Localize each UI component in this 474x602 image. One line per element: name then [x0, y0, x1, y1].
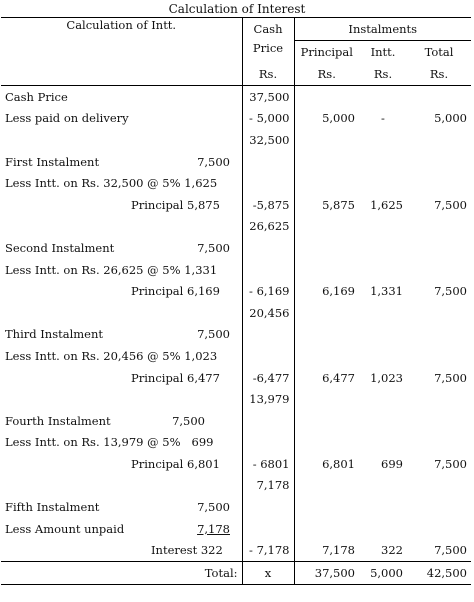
- principal-amount: 5,875: [187, 197, 220, 212]
- total-value: 7,500: [434, 456, 467, 471]
- header-row-2: [1, 41, 471, 64]
- header-total: Total: [424, 45, 454, 59]
- less-interest-label: Less Intt. on Rs. 26,625 @ 5%: [5, 262, 181, 277]
- totals-label: Total:: [1, 562, 242, 585]
- cash-value: - 5,000: [242, 108, 294, 130]
- less-interest-label: Less Intt. on Rs. 13,979 @ 5%: [5, 435, 181, 450]
- cash-balance: 26,625: [242, 216, 294, 238]
- header-row-1: [1, 18, 471, 41]
- instalment-label: Third Instalment: [5, 327, 104, 342]
- table-row: [1, 194, 471, 216]
- principal-value: 5,875: [322, 197, 355, 212]
- principal-label: Principal: [131, 456, 184, 471]
- cash-value: 37,500: [242, 86, 294, 108]
- principal-amount: 6,169: [187, 284, 220, 299]
- header-rs-cash: Rs.: [242, 63, 294, 86]
- table-row: [1, 432, 471, 454]
- principal-value: 5,000: [322, 111, 355, 126]
- intt-value: -: [381, 111, 385, 126]
- cash-value: - 6801: [242, 453, 294, 475]
- intt-value: 1,023: [370, 370, 403, 385]
- table-row: [1, 259, 471, 281]
- interest-amount: 322: [200, 543, 223, 558]
- header-price: Price: [242, 41, 294, 64]
- header-rs-total: Rs.: [407, 63, 471, 86]
- instalment-amount: 7,500: [197, 500, 230, 515]
- intt-value: 1,625: [370, 197, 403, 212]
- table-row: [1, 475, 471, 497]
- cash-balance: 32,500: [242, 129, 294, 151]
- less-interest-label: Less Intt. on Rs. 32,500 @ 5%: [5, 176, 181, 191]
- less-interest-amount: 1,023: [184, 348, 218, 363]
- table-row: [1, 496, 471, 518]
- interest-label: Interest: [151, 543, 198, 558]
- principal-label: Principal: [131, 370, 184, 385]
- principal-amount: 6,801: [187, 456, 220, 471]
- less-interest-amount: 1,331: [184, 262, 218, 277]
- less-interest-amount: 699: [191, 435, 214, 450]
- less-interest-amount: 1,625: [184, 176, 218, 191]
- principal-value: 6,801: [322, 456, 355, 471]
- cash-value: - 7,178: [242, 539, 294, 561]
- table-row: [1, 280, 471, 302]
- table-row: [1, 345, 471, 367]
- less-unpaid-amount: 7,178: [197, 521, 230, 536]
- instalment-amount: 7,500: [197, 327, 230, 342]
- principal-label: Principal: [131, 197, 184, 212]
- table-row: [1, 86, 471, 108]
- less-unpaid-label: Less Amount unpaid: [5, 521, 125, 536]
- total-value: 7,500: [407, 539, 471, 561]
- principal-value: 6,477: [322, 370, 355, 385]
- table-row: [1, 172, 471, 194]
- principal-value: 7,178: [294, 539, 359, 561]
- intt-value: 322: [359, 539, 407, 561]
- total-value: 7,500: [434, 197, 467, 212]
- total-value: 7,500: [434, 284, 467, 299]
- cash-value: -6,477: [242, 367, 294, 389]
- totals-total: 42,500: [407, 562, 471, 585]
- cash-balance: 7,178: [242, 475, 294, 497]
- instalment-label: First Instalment: [5, 154, 100, 169]
- total-value: 7,500: [434, 370, 467, 385]
- table-row: [1, 216, 471, 238]
- instalment-amount: 7,500: [197, 154, 230, 169]
- table-row: [1, 453, 471, 475]
- principal-value: 6,169: [322, 284, 355, 299]
- totals-principal: 37,500: [294, 562, 359, 585]
- cash-value: -5,875: [242, 194, 294, 216]
- table-row: [1, 129, 471, 151]
- cash-value: - 6,169: [242, 280, 294, 302]
- table-row: [1, 151, 471, 173]
- principal-amount: 6,477: [187, 370, 220, 385]
- table-row: [1, 539, 471, 561]
- row-label: Cash Price: [5, 89, 68, 104]
- intt-value: 1,331: [370, 284, 403, 299]
- totals-intt: 5,000: [359, 562, 407, 585]
- table-row: [1, 367, 471, 389]
- header-rs-intt: Rs.: [359, 63, 407, 86]
- table-row: [1, 410, 471, 432]
- header-cash: Cash: [242, 18, 294, 41]
- instalment-amount: 7,500: [197, 240, 230, 255]
- table-row: [1, 388, 471, 410]
- table-row: [1, 324, 471, 346]
- header-instalments: Instalments: [294, 18, 471, 41]
- table-row: [1, 108, 471, 130]
- instalment-amount: 7,500: [172, 413, 205, 428]
- table-row: [1, 518, 471, 540]
- header-calc-label: Calculation of Intt.: [1, 18, 242, 41]
- instalment-label: Fifth Instalment: [5, 500, 100, 515]
- header-intt: Intt.: [370, 45, 396, 59]
- table-row: [1, 237, 471, 259]
- instalment-label: Second Instalment: [5, 240, 115, 255]
- table-row: [1, 302, 471, 324]
- intt-value: 699: [381, 456, 403, 471]
- principal-label: Principal: [131, 284, 184, 299]
- interest-table: [1, 17, 471, 585]
- document-title: Calculation of Interest: [168, 2, 306, 16]
- instalment-label: Fourth Instalment: [5, 413, 111, 428]
- row-label: Less paid on delivery: [5, 111, 129, 126]
- total-value: 5,000: [434, 111, 467, 126]
- totals-row: [1, 562, 471, 585]
- totals-cash: x: [242, 562, 294, 585]
- less-interest-label: Less Intt. on Rs. 20,456 @ 5%: [5, 348, 181, 363]
- header-rs-principal: Rs.: [294, 63, 359, 86]
- cash-balance: 13,979: [242, 388, 294, 410]
- header-principal: Principal: [300, 45, 353, 59]
- cash-balance: 20,456: [242, 302, 294, 324]
- header-row-3: [1, 63, 471, 86]
